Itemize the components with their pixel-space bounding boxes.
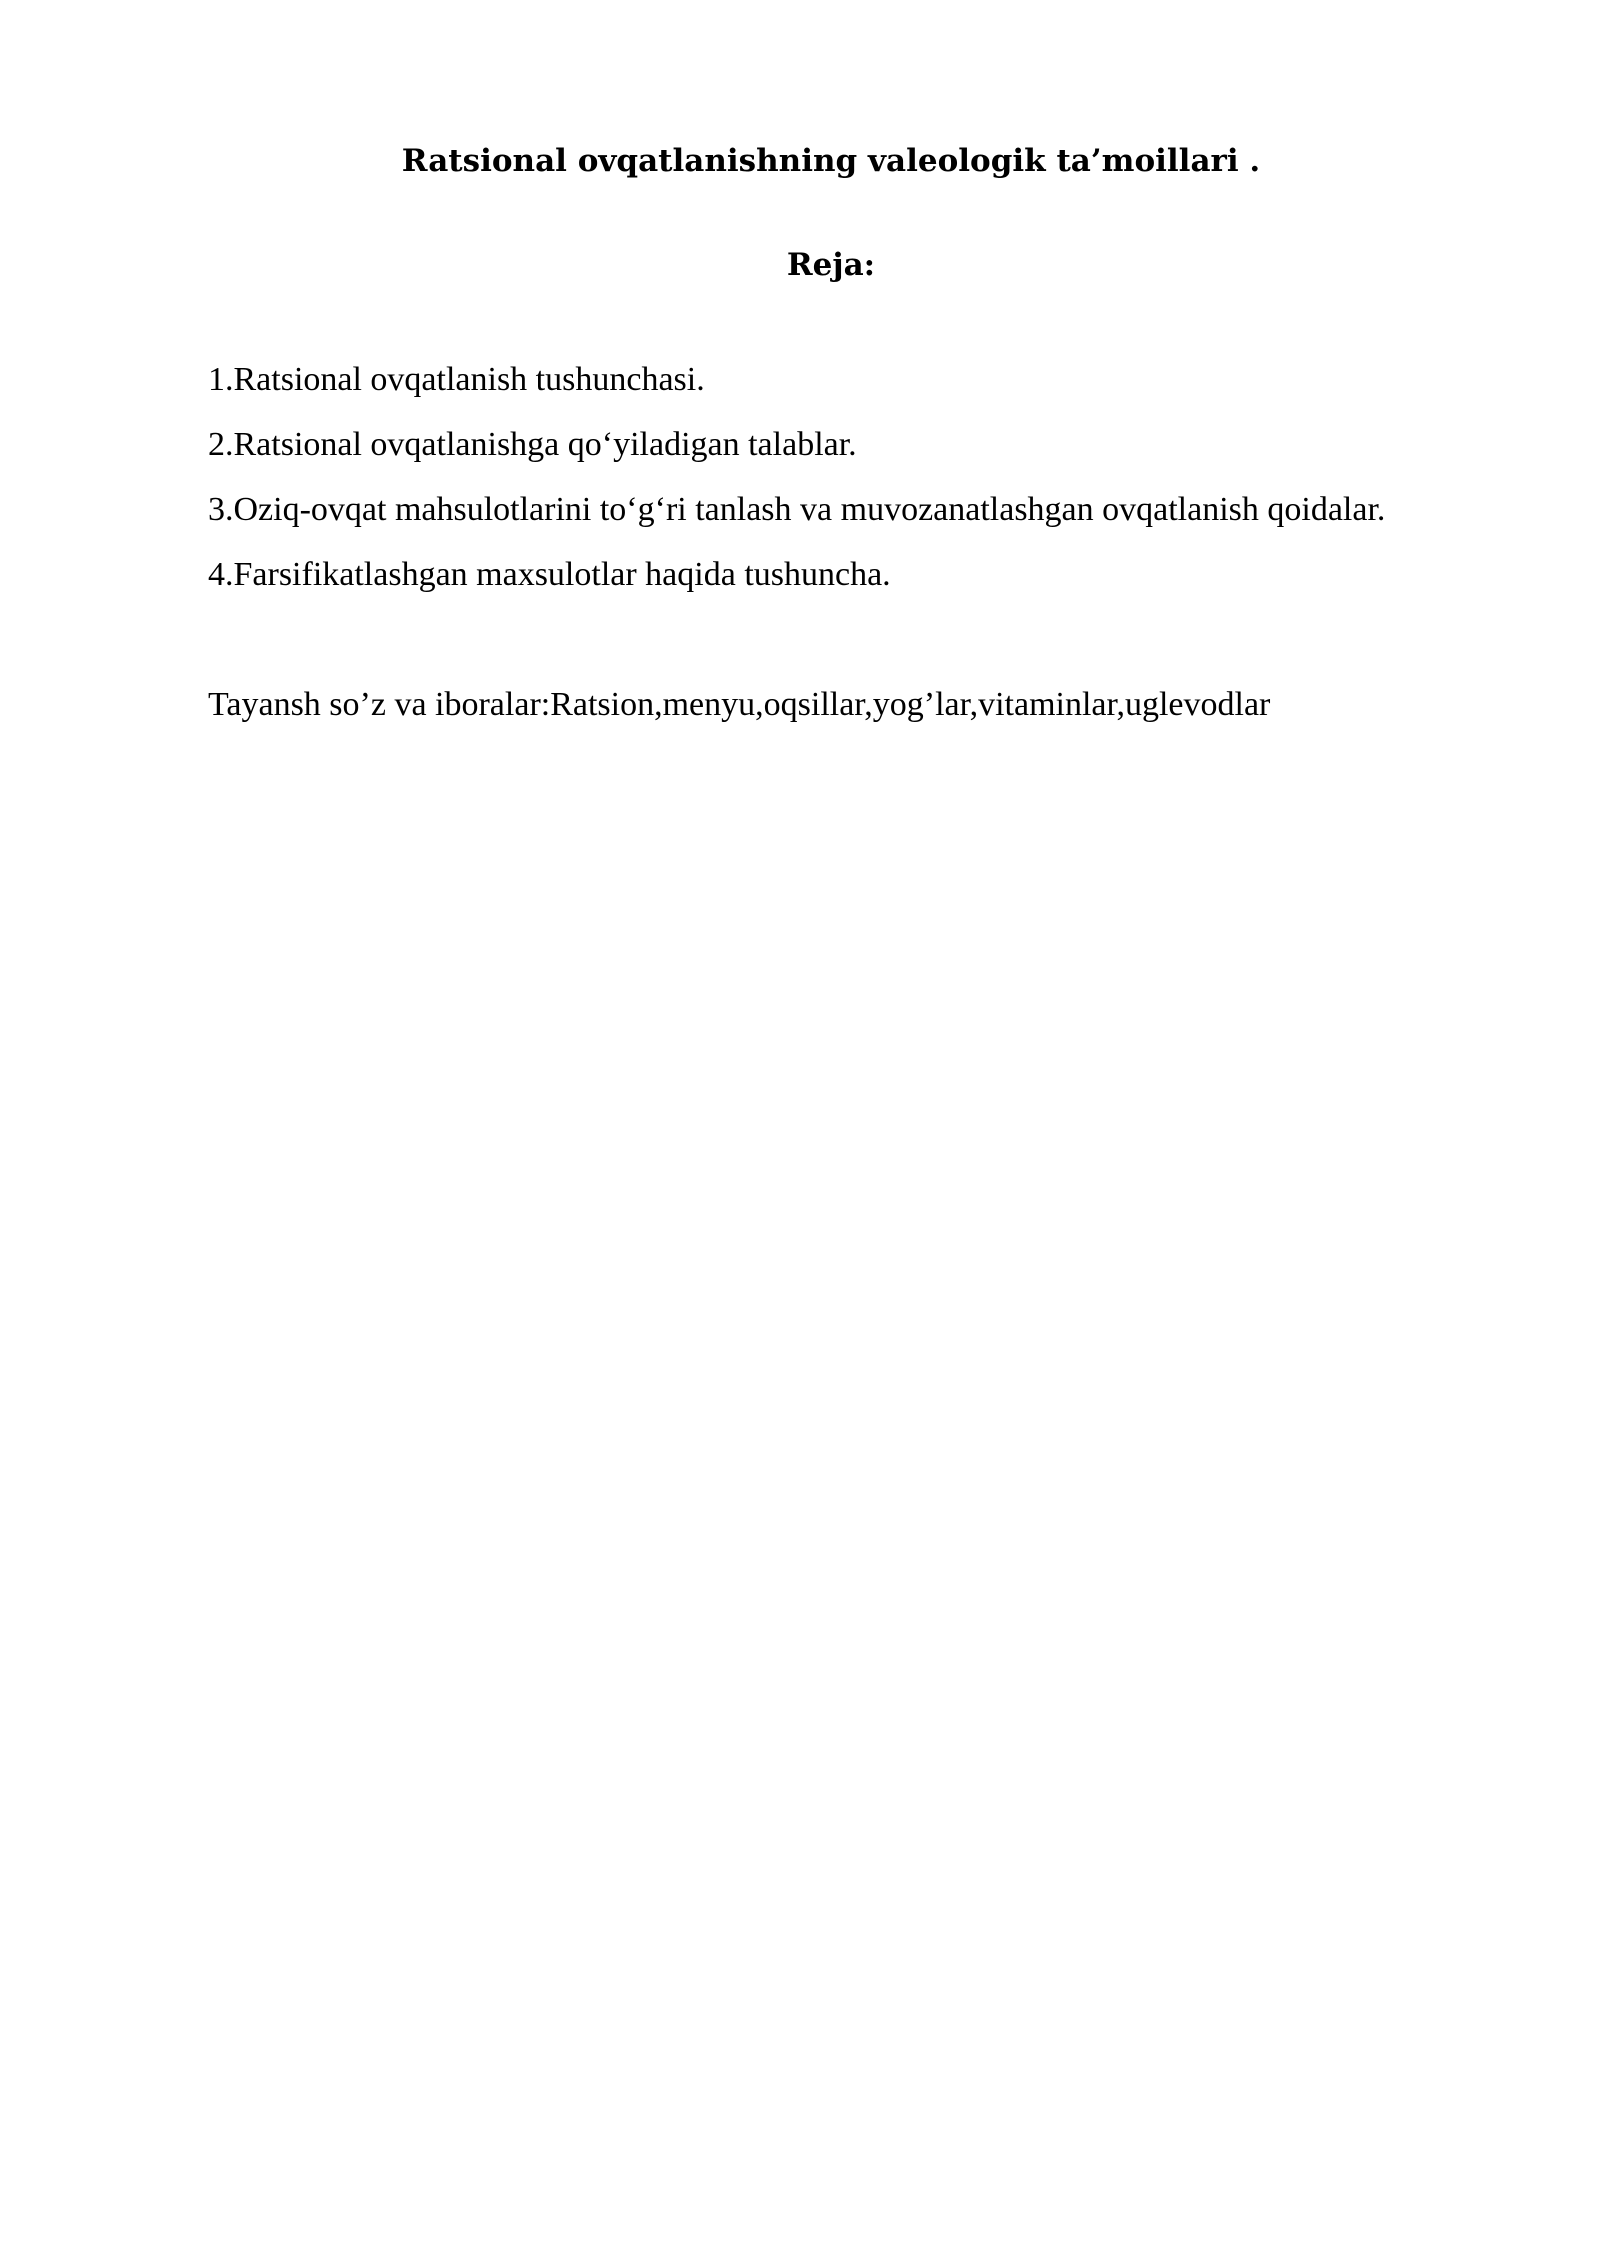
keywords-line: Tayansh so’z va iboralar:Ratsion,menyu,oqsillar,yog’lar,vitaminlar,uglevodlar [208, 686, 1271, 723]
plan-heading: Reja: [786, 247, 876, 283]
plan-item-2: 2.Ratsional ovqatlanishga qo‘yiladigan talablar. [208, 426, 857, 463]
document-body [153, 347, 1449, 737]
paragraph-spacer [153, 607, 1449, 672]
document-title: Ratsional ovqatlanishning valeologik ta’moillari . [401, 143, 1261, 179]
plan-item-1: 1.Ratsional ovqatlanish tushunchasi. [208, 361, 705, 398]
plan-item-3: 3.Oziq-ovqat mahsulotlarini to‘g‘ri tanlash va muvozanatlashgan ovqatlanish qoidalar. [208, 491, 1386, 528]
plan-item-4: 4.Farsifikatlashgan maxsulotlar haqida tushuncha. [208, 556, 891, 593]
